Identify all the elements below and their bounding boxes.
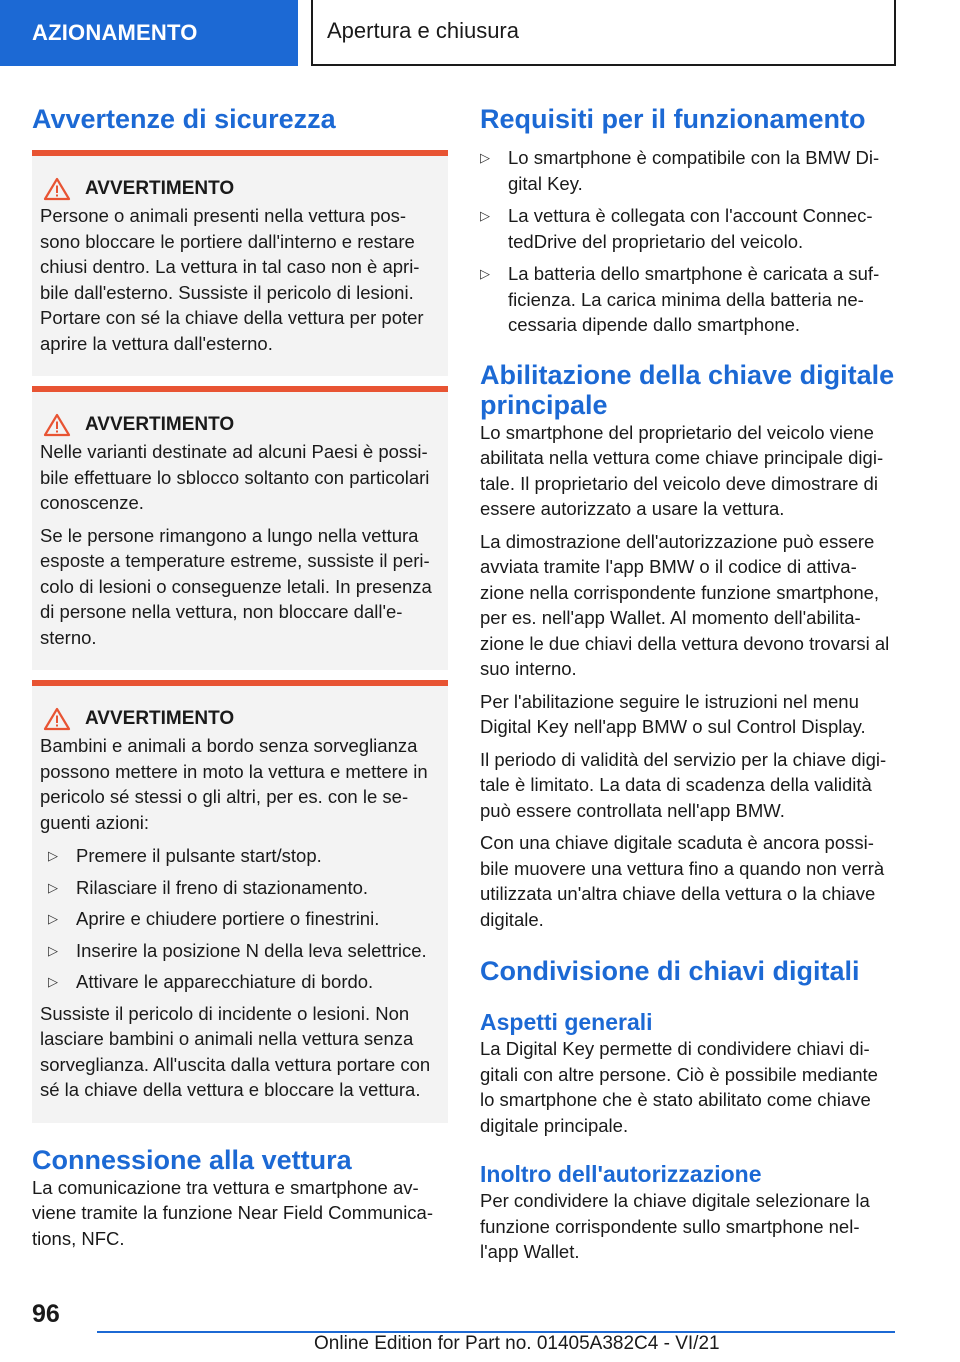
warning-text: Bambini e animali a bordo senza sorveglianza possono mettere in moto la vettura e mettere in pericolo sé stessi o gli altri, per es. con le se-guenti azioni: <box>40 735 428 833</box>
left-column <box>32 98 448 1251</box>
warning-text: Sussiste il pericolo di incidente o lesioni. Non lasciare bambini o animali nella vettura senza sorveglianza. All'uscita dalla vettura portare con sé la chiave della vettura e bloccare la vettura. <box>40 1002 431 1100</box>
body-paragraph: Lo smartphone del proprietario del veicolo viene abilitata nella vettura come chiave principale digi-tale. Il proprietario del veicolo deve dimostrare di essere autorizzato a usare la vettura. <box>480 421 884 519</box>
body-paragraph: Per l'abilitazione seguire le istruzioni nel menu Digital Key nell'app BMW o sul Control Display. <box>480 690 866 737</box>
page-number: 96 <box>32 1300 60 1328</box>
warning-header <box>40 176 440 202</box>
safety-heading: Avvertenze di sicurezza <box>32 104 336 134</box>
list-item: ▷ La vettura è collegata con l'account Connec-tedDrive del proprietario del veicolo. <box>480 205 873 252</box>
body-paragraph: La Digital Key permette di condividere chiavi di-gitali con altre persone. Ciò è possibile mediante lo smartphone che è stato abilitato come chiave digitale principale. <box>480 1038 878 1136</box>
bullet-triangle-icon: ▷ <box>480 266 490 281</box>
warning-label: AVVERTIMENTO <box>85 414 235 435</box>
warning-label: AVVERTIMENTO <box>85 708 235 729</box>
warning-box-1 <box>32 150 448 376</box>
bullet-triangle-icon: ▷ <box>480 208 490 223</box>
list-item: ▷ La batteria dello smartphone è caricata a suf-ficienza. La carica minima della batteria ne-cessaria dipende dallo smartphone. <box>480 263 880 335</box>
warning-header <box>40 706 440 732</box>
warning-triangle-icon <box>43 707 71 731</box>
body-paragraph: Con una chiave digitale scaduta è ancora possi-bile muovere una vettura fino a quando non verrà utilizzata un'altra chiave della vettura o la chiave digitale. <box>480 832 885 930</box>
bullet-triangle-icon: ▷ <box>480 150 490 165</box>
edition-note: Online Edition for Part no. 01405A382C4 - VI/21 <box>314 1333 720 1354</box>
general-subheading: Aspetti generali <box>480 1009 653 1035</box>
forward-subheading: Inoltro dell'autorizzazione <box>480 1161 762 1187</box>
bullet-triangle-icon: ▷ <box>48 911 58 926</box>
right-column <box>480 98 896 1265</box>
warning-text: Nelle varianti destinate ad alcuni Paesi è possi-bile effettuare lo sblocco soltanto con particolari conoscenze. <box>40 441 430 513</box>
list-item: ▷ Premere il pulsante start/stop. <box>48 843 440 869</box>
warning-text: Se le persone rimangono a lungo nella vettura esposte a temperature estreme, sussiste il peri-colo di lesioni o conseguenze letali. In presenza di persone nella vettura, non bloccare dall'e-sterno. <box>40 524 432 648</box>
chapter-title: Apertura e chiusura <box>311 0 896 66</box>
requirements-list <box>480 145 896 338</box>
enable-key-heading: Abilitazione della chiave digitale principale <box>480 359 895 420</box>
bullet-triangle-icon: ▷ <box>48 879 58 895</box>
requirements-heading: Requisiti per il funzionamento <box>480 104 866 134</box>
connection-heading: Connessione alla vettura <box>32 1144 352 1175</box>
warning-text: Persone o animali presenti nella vettura pos-sono bloccare le portiere dall'interno e restare chiusi dentro. La vettura in tal caso non è apri-bile dall'esterno. Sussiste il pericolo di lesioni. Portare con sé la chiave della vettura per poter aprire la vettura dall'esterno. <box>40 205 424 354</box>
list-item: ▷ Rilasciare il freno di stazionamento. <box>48 875 440 901</box>
bullet-triangle-icon: ▷ <box>48 942 58 958</box>
section-tab: AZIONAMENTO <box>0 0 298 66</box>
sharing-heading: Condivisione di chiavi digitali <box>480 956 860 986</box>
list-item: ▷ Inserire la posizione N della leva selettrice. <box>48 938 440 964</box>
body-paragraph: Il periodo di validità del servizio per la chiave digi-tale è limitato. La data di scadenza della validità può essere controllata nell'app BMW. <box>480 748 887 821</box>
bullet-triangle-icon: ▷ <box>48 848 58 863</box>
bullet-triangle-icon: ▷ <box>48 974 58 989</box>
warning-label: AVVERTIMENTO <box>85 178 235 199</box>
warning-header <box>40 412 440 438</box>
connection-text: La comunicazione tra vettura e smartphone av-viene tramite la funzione Near Field Communica-tions, NFC. <box>32 1176 434 1249</box>
warning-action-list <box>48 843 440 995</box>
body-paragraph: La dimostrazione dell'autorizzazione può essere avviata tramite l'app BMW o il codice di attiva-zione nella corrispondente funzione smartphone, per es. nell'app Wallet. Al momento dell'abilita-zione le due chiavi della vettura devono trovarsi al suo interno. <box>480 530 890 679</box>
warning-box-2 <box>32 386 448 670</box>
list-item: ▷ Lo smartphone è compatibile con la BMW Di-gital Key. <box>480 147 880 194</box>
list-item: ▷ Aprire e chiudere portiere o finestrini. <box>48 906 440 932</box>
warning-triangle-icon <box>43 177 71 201</box>
list-item: ▷ Attivare le apparecchiature di bordo. <box>48 969 440 995</box>
warning-triangle-icon <box>43 413 71 437</box>
body-paragraph: Per condividere la chiave digitale selezionare la funzione corrispondente sullo smartphone nel-l'app Wallet. <box>480 1190 870 1262</box>
warning-box-3 <box>32 680 448 1123</box>
